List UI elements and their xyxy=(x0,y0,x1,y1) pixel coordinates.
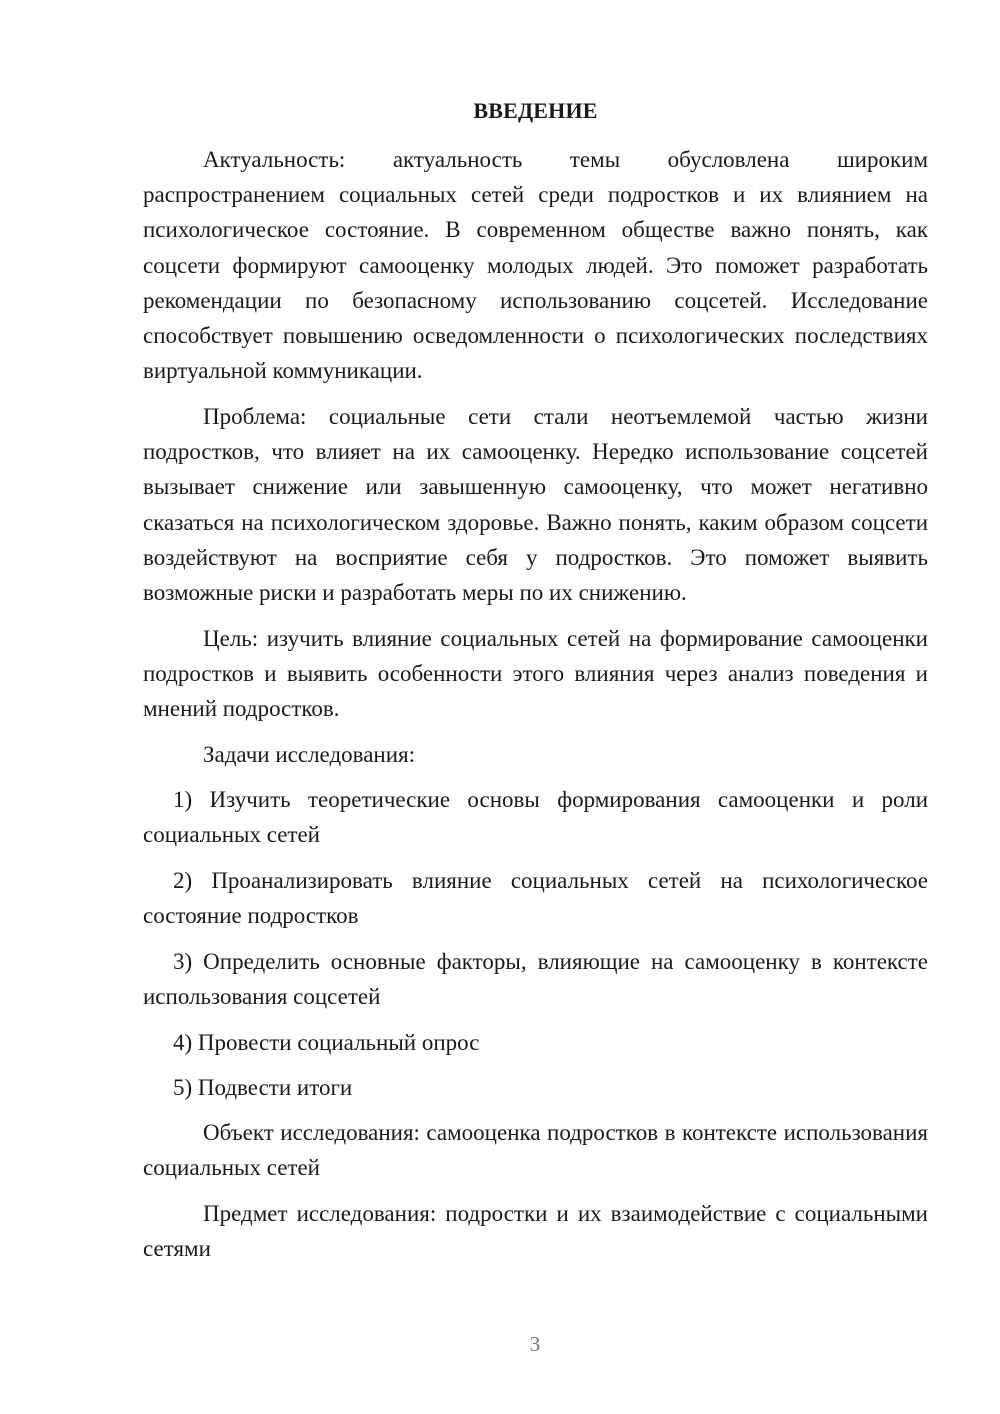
list-item-task-3: 3) Определить основные факторы, влияющие на самооценку в контексте использования соцсетей xyxy=(143,949,928,1010)
list-item-task-2: 2) Проанализировать влияние социальных сетей на психологическое состояние подростков xyxy=(143,868,928,929)
list-item-task-1: 1) Изучить теоретические основы формирования самооценки и роли социальных сетей xyxy=(143,787,928,848)
paragraph-subject: Предмет исследования: подростки и их взаимодействие с социальными сетями xyxy=(143,1201,928,1262)
paragraph-goal: Цель: изучить влияние социальных сетей на формирование самооценки подростков и выявить особенности этого влияния через анализ поведения и мнений подростков. xyxy=(143,626,928,722)
list-item-task-5: 5) Подвести итоги xyxy=(173,1075,353,1100)
page-title: ВВЕДЕНИЕ xyxy=(473,98,598,123)
page-number: 3 xyxy=(529,1332,541,1356)
paragraph-problem: Проблема: социальные сети стали неотъемлемой частью жизни подростков, что влияет на их самооценку. Нередко использование соцсетей вызывает снижение или завышенную самооценку, что может негативно сказаться на психологическом здоровье. Важно понять, каким образом соцсети воздействуют на восприятие себя у подростков. Это поможет выявить возможные риски и разработать меры по их снижению. xyxy=(143,404,928,606)
list-item-task-4: 4) Провести социальный опрос xyxy=(173,1030,480,1055)
paragraph-object: Объект исследования: самооценка подростков в контексте использования социальных сетей xyxy=(143,1120,928,1181)
paragraph-relevance: Актуальность: актуальность темы обусловлена широким распространением социальных сетей среди подростков и их влиянием на психологическое состояние. В современном обществе важно понять, как соцсети формируют самооценку молодых людей. Это поможет разработать рекомендации по безопасному использованию соцсетей. Исследование способствует повышению осведомленности о психологических последствиях виртуальной коммуникации. xyxy=(143,147,928,384)
paragraph-tasks-heading: Задачи исследования: xyxy=(203,742,416,767)
